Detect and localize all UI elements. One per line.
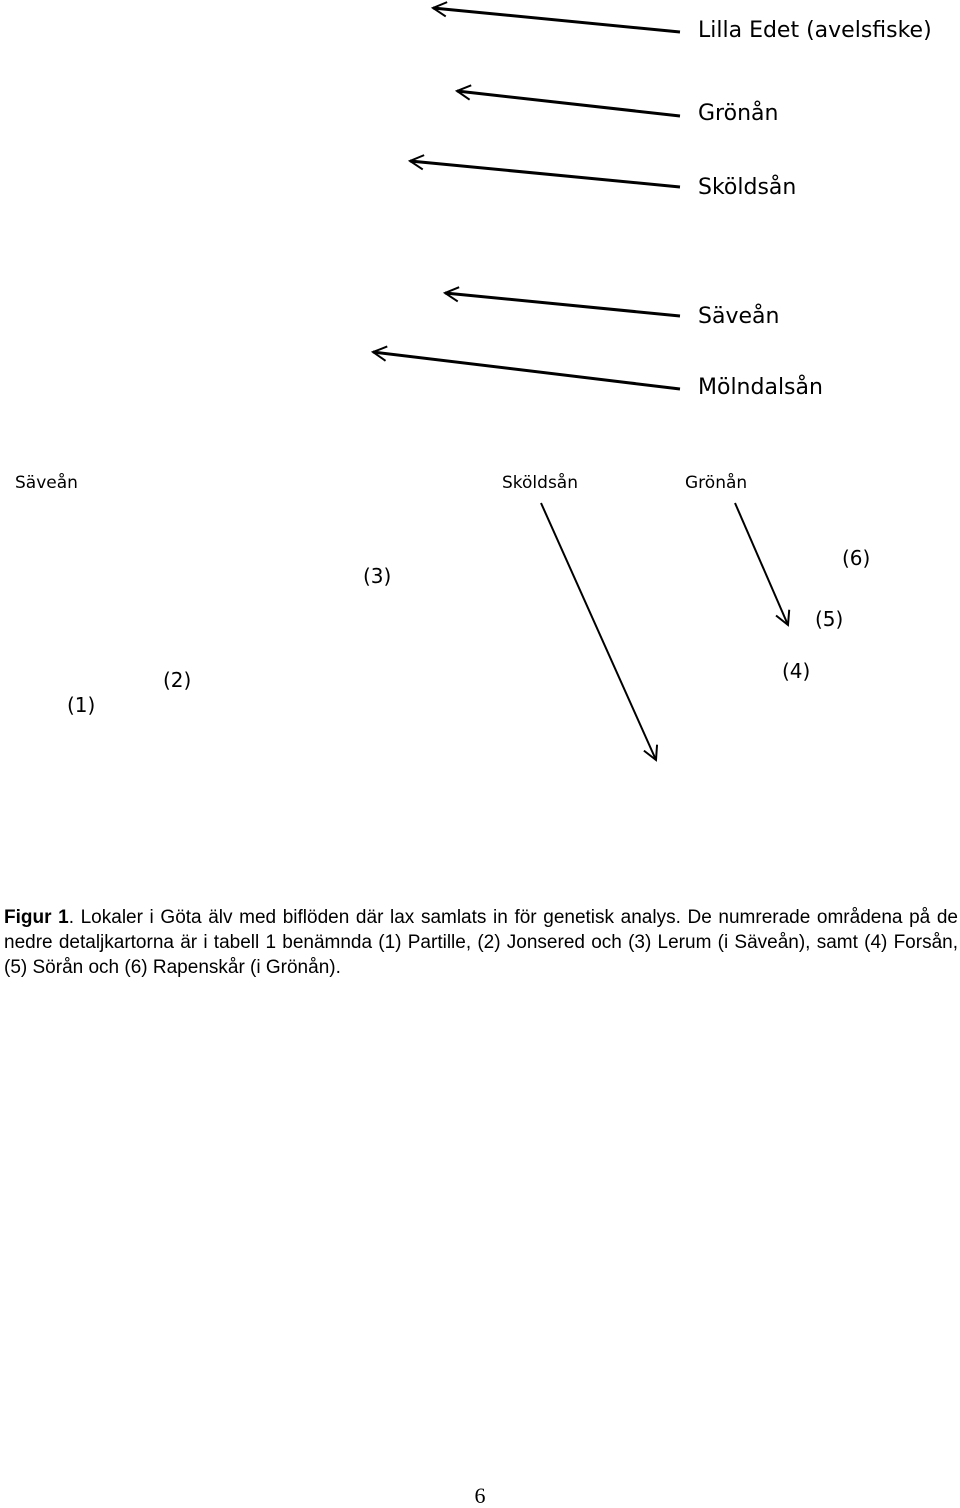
label-molndalsan: Mölndalsån <box>698 375 823 400</box>
arrow-gronan-top <box>457 91 680 116</box>
label-gronan: Grönån <box>698 101 779 126</box>
label-skoldsan: Sköldsån <box>698 175 797 200</box>
label-saveaan: Säveån <box>698 304 780 329</box>
area-label-2: (2) <box>163 668 192 692</box>
page-number: 6 <box>474 1483 486 1508</box>
arrow-skoldsan-top <box>410 161 680 187</box>
figure-caption <box>4 905 958 980</box>
arrow-lilla-edet <box>433 8 680 32</box>
caption-label: Figur 1 <box>4 907 69 928</box>
area-label-5: (5) <box>815 607 844 631</box>
arrow-molndalsan <box>373 352 680 389</box>
label-river-saveaan: Säveån <box>15 473 78 493</box>
area-label-4: (4) <box>782 659 811 683</box>
area-label-3: (3) <box>363 564 392 588</box>
arrow-saveaan-top <box>445 293 680 316</box>
label-lilla-edet: Lilla Edet (avelsfiske) <box>698 18 932 43</box>
caption-text: . Lokaler i Göta älv med biflöden där lax samlats in för genetisk analys. De numrerade områdena på de nedre detaljkartorna är i tabell 1 benämnda (1) Partille, (2) Jonsered och (3) Lerum (i Säveån), samt (4) Forsån, (5) Sörån och (6) Rapenskår (i Grönån). <box>4 907 959 978</box>
area-label-6: (6) <box>842 546 871 570</box>
label-river-skoldsan: Sköldsån <box>502 473 578 493</box>
arrow-gronan-detail <box>735 503 788 625</box>
label-river-gronan: Grönån <box>685 473 748 493</box>
arrow-skoldsan-detail <box>541 503 656 760</box>
area-label-1: (1) <box>67 693 96 717</box>
